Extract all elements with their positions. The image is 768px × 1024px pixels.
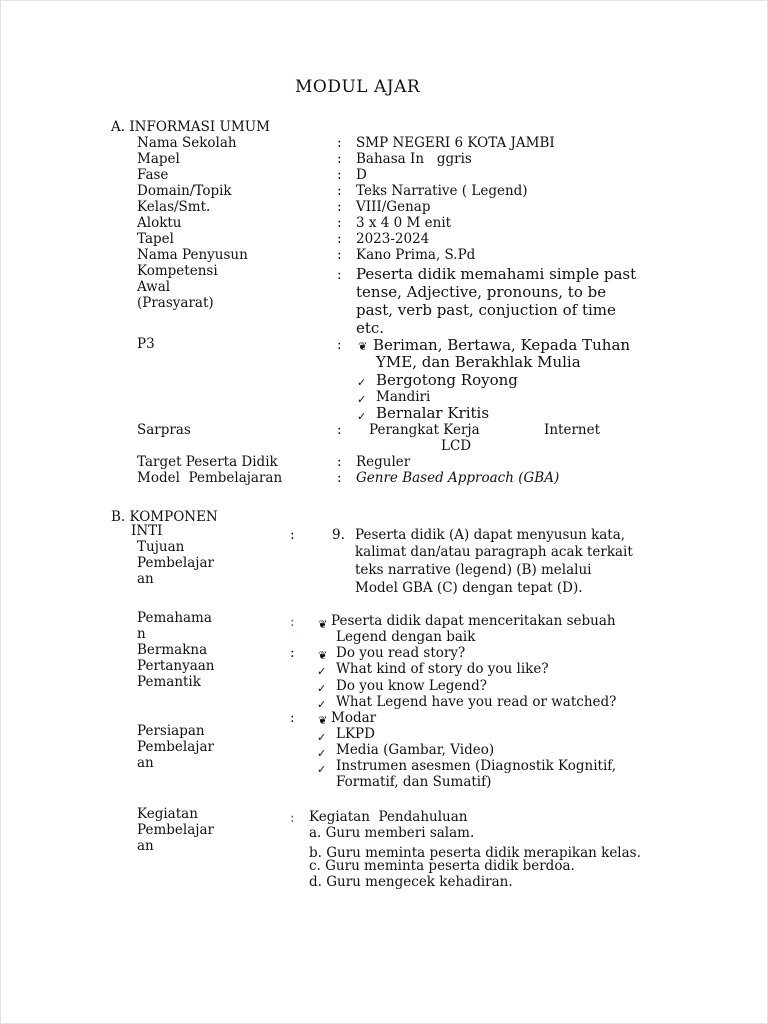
pertanyaan-item: What Legend have you read or watched? [336, 694, 617, 710]
model-label: Model Pembelajaran [137, 470, 283, 486]
nama-sekolah-label: Nama Sekolah [137, 135, 237, 151]
fleuron-bullet-icon: ❦ [358, 340, 368, 353]
kompetensi-label-line: Awal [137, 279, 171, 295]
nama-sekolah-value: SMP NEGERI 6 KOTA JAMBI [356, 135, 555, 151]
tapel-label: Tapel [137, 231, 174, 247]
target-label: Target Peserta Didik [137, 454, 278, 470]
tujuan-line: teks narrative (legend) (B) melalui [355, 562, 592, 578]
colon: : [337, 454, 342, 470]
aloktu-label: Aloktu [137, 215, 182, 231]
kegiatan-label-line: Pembelajar [137, 822, 214, 838]
colon: : [290, 710, 295, 726]
pemahaman-line: Peserta didik dapat menceritakan sebuah [331, 613, 616, 629]
check-icon: ✓ [357, 376, 367, 389]
aloktu-value: 3 x 4 0 M enit [356, 215, 452, 231]
pertanyaan-label-line: Pemantik [137, 674, 201, 690]
sarpras-value: Perangkat Kerja [369, 422, 480, 438]
pertanyaan-item: What kind of story do you like? [336, 661, 549, 677]
penyusun-label: Nama Penyusun [137, 247, 248, 263]
check-icon: ✓ [357, 393, 367, 406]
sarpras-value: Internet [544, 422, 601, 438]
check-icon: ✓ [317, 747, 327, 760]
pertanyaan-item: Do you read story? [336, 645, 466, 661]
persiapan-item: Formatif, dan Sumatif) [336, 774, 492, 790]
target-value: Reguler [356, 454, 411, 470]
pertanyaan-label-line: Pertanyaan [137, 658, 215, 674]
kelas-label: Kelas/Smt. [137, 199, 211, 215]
tujuan-label-line: Tujuan [137, 539, 185, 555]
p3-item: Beriman, Bertawa, Kepada Tuhan [373, 336, 631, 354]
persiapan-label-line: an [137, 755, 154, 771]
colon: : [337, 183, 342, 199]
persiapan-label-line: Pembelajar [137, 739, 214, 755]
tujuan-line: Peserta didik (A) dapat menyusun kata, [355, 527, 626, 543]
persiapan-item: Modar [331, 710, 377, 726]
colon: : [337, 470, 342, 486]
tujuan-line: kalimat dan/atau paragraph acak terkait [355, 544, 633, 560]
kompetensi-value-line: tense, Adjective, pronouns, to be [356, 283, 607, 301]
fleuron-bullet-icon: ❦ [318, 714, 328, 727]
p3-item: Bergotong Royong [376, 371, 518, 389]
mapel-value: Bahasa In ggris [356, 151, 472, 167]
colon: : [337, 199, 342, 215]
check-icon: ✓ [317, 665, 327, 678]
kompetensi-value-line: etc. [356, 319, 385, 337]
fase-label: Fase [137, 167, 169, 183]
section-a-heading: A. INFORMASI UMUM [111, 119, 270, 135]
colon: : [290, 645, 295, 661]
check-icon: ✓ [357, 410, 367, 423]
colon: : [337, 422, 342, 438]
tujuan-number: 9. [332, 527, 345, 543]
persiapan-item: Media (Gambar, Video) [336, 742, 495, 758]
sarpras-label: Sarpras [137, 422, 191, 438]
mapel-label: Mapel [137, 151, 180, 167]
section-b-heading: INTI [131, 523, 163, 539]
kompetensi-label-line: Kompetensi [137, 263, 218, 279]
p3-item: Mandiri [376, 389, 431, 405]
pemahaman-label-line: Bermakna [137, 642, 208, 658]
colon: : [337, 247, 342, 263]
sarpras-value: LCD [441, 438, 472, 454]
kegiatan-label-line: Kegiatan [137, 806, 198, 822]
colon: : [337, 337, 342, 353]
kompetensi-value-line: Peserta didik memahami simple past [356, 265, 637, 283]
tujuan-line: Model GBA (C) dengan tepat (D). [355, 580, 583, 596]
kegiatan-item: d. Guru mengecek kehadiran. [309, 874, 513, 890]
check-icon: ✓ [317, 763, 327, 776]
kegiatan-item: b. Guru meminta peserta didik merapikan kelas. [309, 845, 641, 861]
tujuan-label-line: Pembelajar [137, 555, 214, 571]
check-icon: ✓ [317, 731, 327, 744]
pemahaman-label-line: n [137, 626, 146, 642]
colon: : [337, 267, 342, 283]
p3-label: P3 [137, 336, 155, 352]
colon: : [337, 231, 342, 247]
model-value: Genre Based Approach (GBA) [356, 470, 560, 486]
fleuron-bullet-icon: ❦ [318, 618, 328, 631]
p3-item: YME, dan Berakhlak Mulia [376, 353, 581, 371]
colon: : [290, 810, 295, 826]
pemahaman-line: Legend dengan baik [336, 629, 476, 645]
kegiatan-heading: Kegiatan Pendahuluan [309, 809, 468, 825]
penyusun-value: Kano Prima, S.Pd [356, 247, 476, 263]
kompetensi-value-line: past, verb past, conjuction of time [356, 301, 616, 319]
kegiatan-item: a. Guru memberi salam. [309, 825, 475, 841]
p3-item: Bernalar Kritis [376, 404, 490, 422]
kompetensi-label-line: (Prasyarat) [137, 295, 214, 311]
colon: : [337, 215, 342, 231]
colon: : [337, 167, 342, 183]
colon: : [290, 614, 295, 630]
persiapan-item: LKPD [336, 726, 375, 742]
pemahaman-label-line: Pemahama [137, 610, 212, 626]
colon: : [337, 151, 342, 167]
fleuron-bullet-icon: ❦ [318, 649, 328, 662]
check-icon: ✓ [317, 682, 327, 695]
domain-value: Teks Narrative ( Legend) [356, 183, 528, 199]
pertanyaan-item: Do you know Legend? [336, 678, 487, 694]
colon: : [290, 527, 295, 543]
check-icon: ✓ [317, 698, 327, 711]
kegiatan-item: c. Guru meminta peserta didik berdoa. [309, 858, 575, 874]
persiapan-label-line: Persiapan [137, 723, 205, 739]
kegiatan-label-line: an [137, 838, 154, 854]
domain-label: Domain/Topik [137, 183, 232, 199]
section-b-heading: B. KOMPONEN [111, 509, 218, 525]
colon: : [337, 135, 342, 151]
page-title: MODUL AJAR [295, 77, 421, 97]
tujuan-label-line: an [137, 571, 154, 587]
fase-value: D [356, 167, 367, 183]
persiapan-item: Instrumen asesmen (Diagnostik Kognitif, [336, 758, 617, 774]
tapel-value: 2023-2024 [356, 231, 430, 247]
kelas-value: VIII/Genap [356, 199, 431, 215]
